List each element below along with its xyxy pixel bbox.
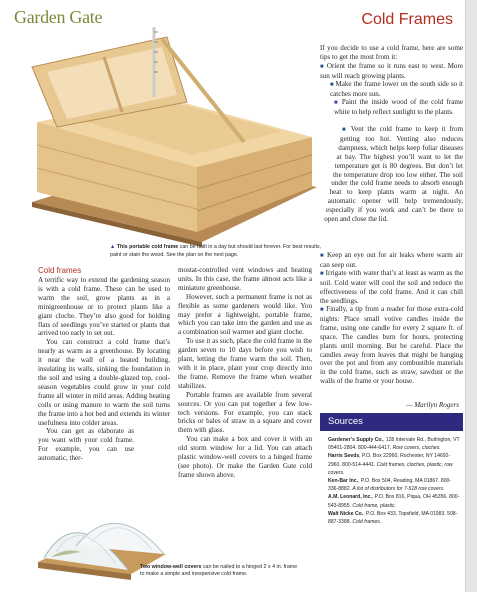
article-column-2 bbox=[178, 266, 312, 480]
author-signature: — Marilyn Rogers bbox=[406, 401, 459, 409]
caption-bold: Two window-well covers bbox=[140, 564, 202, 570]
tip-item: ■ Orient the frame so it runs east to west. More sun will reach growing plants. bbox=[320, 62, 463, 80]
cold-frame-photo bbox=[12, 27, 332, 247]
sources-box bbox=[320, 413, 463, 586]
tips-lead: If you decide to use a cold frame, here are some tips to get the most from it: bbox=[320, 44, 463, 61]
tip-item: ■ Vent the cold frame to keep it from getting too hot. Venting also reduces dampness, which helps keep foliar diseases at bay. The highest you’ll want to let the temperature get is 80 degrees. But don’t let the temperature drop too low either. The soil under the cold frame needs to absorb enough heat to keep plants warm at night. An automatic opener will help tremendously, especially if you work and can’t be there to open and close the lid. bbox=[324, 125, 463, 224]
tip-item: ■ Finally, a tip from a reader for those extra-cold nights: Place small votive candles inside the frame, using one candle for every 2 square ft. of space. The candles burn for hours, protecting plants until morning. But be careful. Place the candles away from leaves that might be hanging over the pot and from any combustible materials in the cold frame, such as straw, sawdust or the walls of the frame or your house. bbox=[320, 305, 464, 386]
paragraph: Portable frames are available from several sources. Or you can put together a few low-tech versions. For example, you can stack bricks or bales of straw in a square and cover them with glass. bbox=[178, 390, 312, 435]
paragraph: A terrific way to extend the gardening season is with a cold frame. These can be used to warm the soil, grow plants as in a minigreenhouse or to protect plants like a giant cloche. They’re also good for holding flats of seedlings you’ve started or plants that arrived too early to set out. bbox=[38, 276, 170, 338]
logo-text: Garden Gate bbox=[14, 7, 103, 27]
paragraph: To use it as such, place the cold frame in the garden seven to 10 days before you wish to plant, letting the frame warm the soil. Then, with it in place, plant your crop directly into the frame. Remove the frame when weather stabilizes. bbox=[178, 337, 312, 390]
paragraph: mostat-controlled vent windows and heating units. In this case, the frame almost acts like a miniature greenhouse. bbox=[178, 266, 312, 292]
tip-item: ■ Paint the inside wood of the cold frame white to help reflect sunlight to the plants. bbox=[334, 98, 464, 116]
tip-item: ■ Keep an eye out for air leaks where warm air can seep out. bbox=[320, 251, 463, 269]
sources-heading: Sources bbox=[320, 413, 463, 431]
paragraph: However, such a permanent frame is not as flexible as some gardeners would like. You may prefer a lightweight, portable frame, which you can take into the garden and use as a combination soil warmer and giant cloche. bbox=[178, 292, 312, 337]
paragraph: You can get as elaborate as you want with your cold frame. For example, you can use automatic, ther- bbox=[38, 427, 134, 463]
page-title: Cold Frames bbox=[361, 11, 453, 28]
article-column-1 bbox=[38, 276, 170, 463]
source-entry: Gardener’s Supply Co., 128 Intervale Rd., Burlington, VT 05401-2804. 800-444-6417. Row covers, cloches. bbox=[328, 437, 460, 452]
tip-item: ■ Irrigate with water that’s at least as warm as the soil. Cold water will cool the soil and reduce the effectiveness of the cold frame. And it can chill the seedlings. bbox=[320, 269, 463, 305]
bottom-photo-caption bbox=[140, 564, 300, 579]
sources-list bbox=[320, 431, 463, 526]
source-entry: Walt Nicke Co., P.O. Box 433, Topsfield, MA 01983. 508-887-3388. Cold frames. bbox=[328, 510, 458, 526]
source-entry: Harris Seeds, P.O. Box 22960, Rochester, NY 14692-2960. 800-514-4441. Cold frames, cloches, plastic, row covers. bbox=[328, 453, 453, 476]
paragraph: You can make a box and cover it with an old storm window for a lid. You can attach plastic window-well covers to a hinged frame (see photo). Or make the Garden Gate cold frame shown above. bbox=[178, 435, 312, 479]
section-heading: Cold frames bbox=[38, 266, 82, 275]
source-entry: Ken-Bar Inc., P.O. Box 504, Reading, MA 01867. 800-336-8882. A list of distributors for 7-518 row covers. bbox=[328, 478, 452, 493]
tip-item: ■ Make the frame lower on the south side so it catches more sun. bbox=[330, 80, 464, 98]
caption-text: can be built in a day but should last forever. For best results, paint or stain the wood. See the plan on the next page. bbox=[110, 244, 322, 258]
paragraph: You can construct a cold frame that’s nearly as warm as a greenhouse. By locating it near the wall of a heated building, insulating its walls, sinking the foundation in the soil and using a double-glazed top, cool-season vegetables could grow in your cold frame all winter in mild areas. Adding heating coils or using manure to warm the soil turns the frame into a hot bed and extends its winter usefulness into colder areas. bbox=[38, 338, 170, 427]
source-entry: A.M. Leonard, Inc., P.O. Box 816, Piqua, OH 45356. 800-543-8955. Cold frame, plastic. bbox=[328, 494, 460, 509]
caption-bold: This portable cold frame bbox=[116, 244, 179, 250]
main-photo-caption: ▲ This portable cold frame can be built in a day but should last forever. For best results, paint or stain the wood. See the plan on the next page. bbox=[110, 244, 322, 258]
caption-text: can be nailed to a hinged 2 x 4 in. frame to make a simple and inexpensive cold frame. bbox=[140, 564, 298, 578]
page-edge bbox=[465, 0, 477, 592]
